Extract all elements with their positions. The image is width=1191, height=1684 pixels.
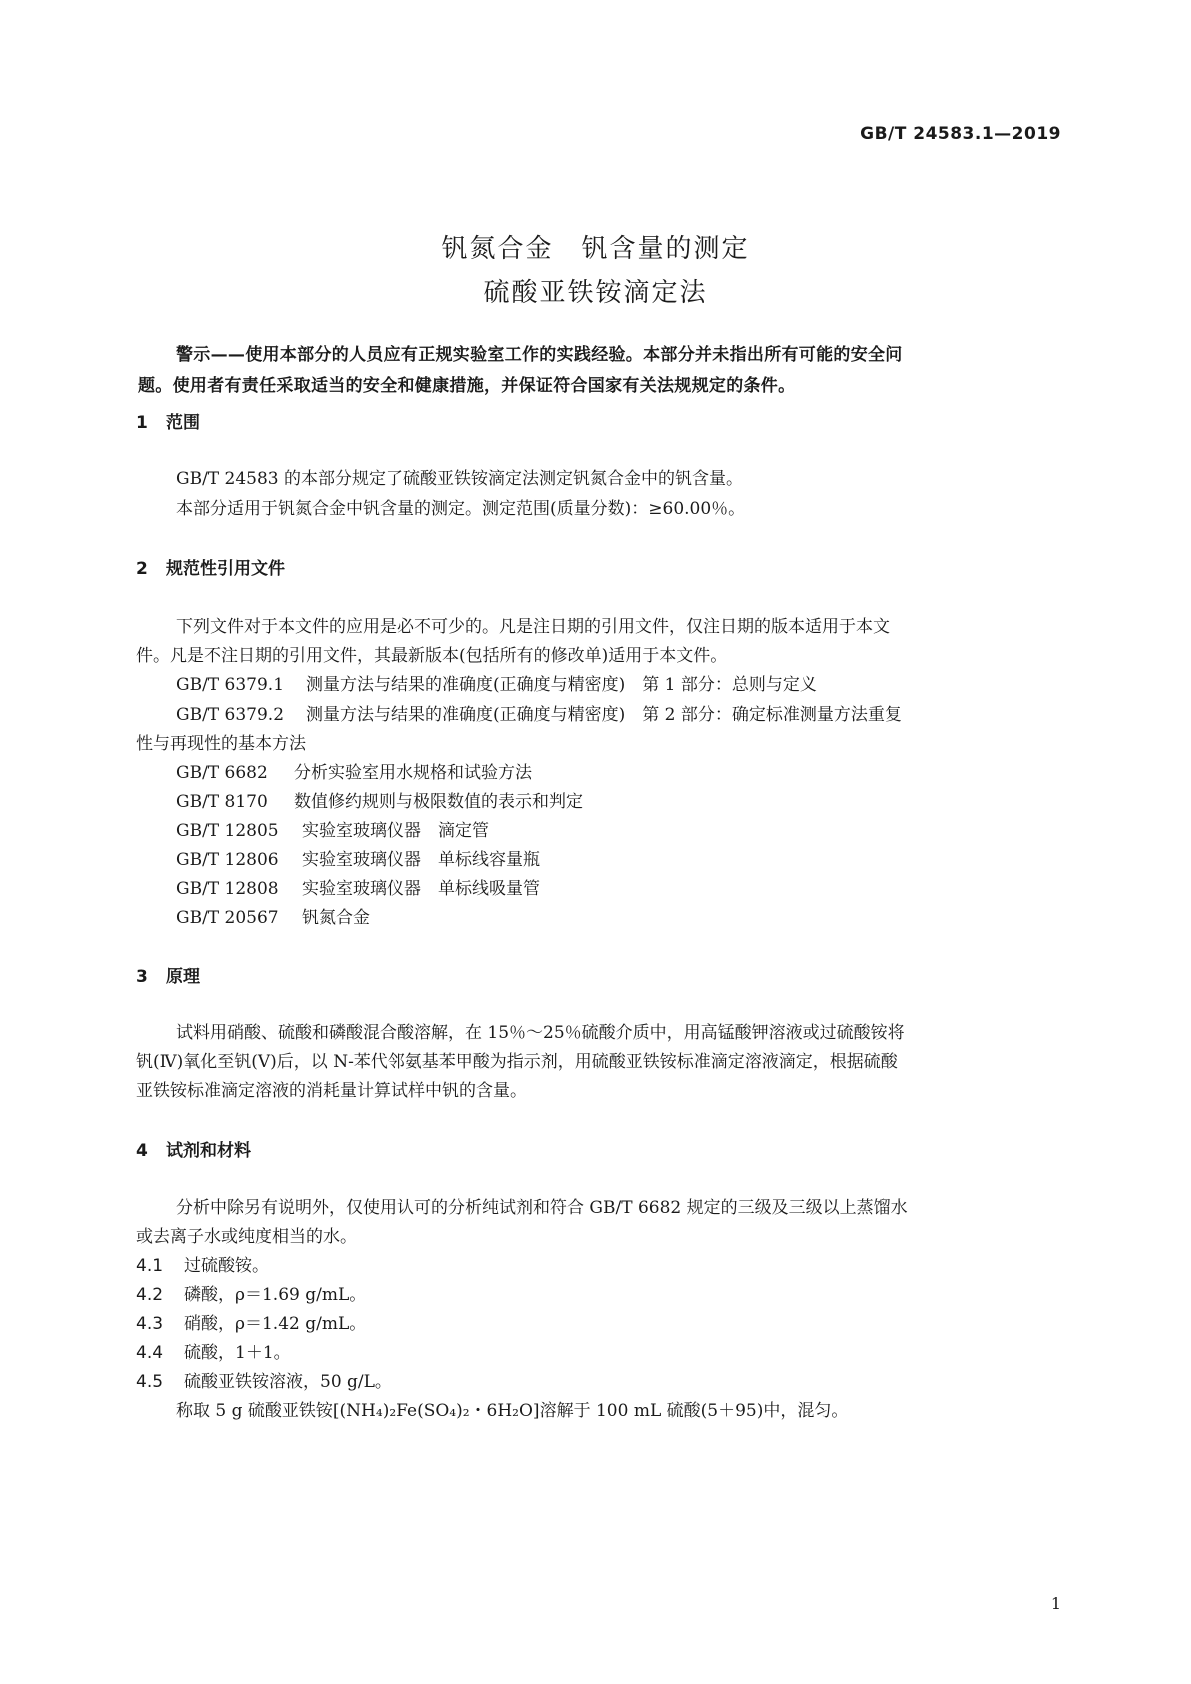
warning-line2: 题。使用者有责任采取适当的安全和健康措施，并保证符合国家有关法规规定的条件。 bbox=[138, 376, 796, 396]
reference-title: 实验室玻璃仪器 单标线吸量管 bbox=[302, 879, 540, 899]
section-2-intro-line1: 下列文件对于本文件的应用是必不可少的。凡是注日期的引用文件，仅注日期的版本适用于本文 bbox=[176, 617, 890, 637]
reagent-text: 磷酸，ρ＝1.69 g/mL。 bbox=[184, 1285, 367, 1305]
reference-code: GB/T 6682 bbox=[176, 763, 268, 783]
section-number: 4 bbox=[136, 1141, 148, 1161]
section-title: 试剂和材料 bbox=[166, 1141, 251, 1161]
section-number: 3 bbox=[136, 967, 148, 987]
reference-code: GB/T 6379.2 bbox=[176, 705, 285, 725]
section-3-line2: 钒(Ⅳ)氧化至钒(Ⅴ)后，以 N-苯代邻氨基苯甲酸为指示剂，用硫酸亚铁铵标准滴定溶液滴定，根据硫酸 bbox=[136, 1052, 898, 1072]
reference-item bbox=[176, 670, 817, 695]
reference-code: GB/T 6379.1 bbox=[176, 675, 285, 695]
reference-title: 实验室玻璃仪器 滴定管 bbox=[302, 821, 489, 841]
reagent-number: 4.1 bbox=[136, 1256, 164, 1276]
reference-code: GB/T 12808 bbox=[176, 879, 279, 899]
reagent-text: 过硫酸铵。 bbox=[184, 1256, 269, 1276]
safety-warning bbox=[138, 340, 1058, 402]
standard-number: GB/T 24583.1—2019 bbox=[860, 124, 1061, 144]
section-4-intro-line2: 或去离子水或纯度相当的水。 bbox=[136, 1227, 357, 1247]
section-4-heading bbox=[136, 1136, 251, 1161]
reference-item bbox=[176, 758, 532, 783]
section-title: 规范性引用文件 bbox=[166, 559, 285, 579]
section-3-line1: 试料用硝酸、硫酸和磷酸混合酸溶解，在 15％～25％硫酸介质中，用高锰酸钾溶液或过硫酸铵将 bbox=[176, 1023, 905, 1043]
reference-title: 实验室玻璃仪器 单标线容量瓶 bbox=[302, 850, 540, 870]
reagent-text: 硝酸，ρ＝1.42 g/mL。 bbox=[184, 1314, 367, 1334]
reference-item bbox=[176, 816, 489, 841]
section-3-heading bbox=[136, 962, 200, 987]
warning-line1: 警示——使用本部分的人员应有正规实验室工作的实践经验。本部分并未指出所有可能的安全问 bbox=[176, 345, 903, 365]
document-title-line1: 钒氮合金 钒含量的测定 bbox=[441, 234, 750, 264]
reagent-text: 硫酸亚铁铵溶液，50 g/L。 bbox=[184, 1372, 392, 1392]
reference-title: 分析实验室用水规格和试验方法 bbox=[294, 763, 532, 783]
reference-title: 数值修约规则与极限数值的表示和判定 bbox=[294, 792, 583, 812]
reference-code: GB/T 8170 bbox=[176, 792, 268, 812]
section-number: 1 bbox=[136, 413, 148, 433]
section-title: 原理 bbox=[166, 967, 200, 987]
reference-code: GB/T 20567 bbox=[176, 908, 279, 928]
reagent-detail: 称取 5 g 硫酸亚铁铵[(NH₄)₂Fe(SO₄)₂・6H₂O]溶解于 100 mL 硫酸(5＋95)中，混匀。 bbox=[176, 1401, 849, 1421]
reference-item bbox=[176, 700, 902, 725]
reference-title: 钒氮合金 bbox=[302, 908, 370, 928]
section-4-intro-line1: 分析中除另有说明外，仅使用认可的分析纯试剂和符合 GB/T 6682 规定的三级及三级以上蒸馏水 bbox=[176, 1198, 908, 1218]
section-1-para2: 本部分适用于钒氮合金中钒含量的测定。测定范围(质量分数)：≥60.00％。 bbox=[176, 499, 746, 519]
reagent-text: 硫酸，1＋1。 bbox=[184, 1343, 291, 1363]
reference-title: 测量方法与结果的准确度(正确度与精密度) 第 1 部分：总则与定义 bbox=[306, 675, 817, 695]
reference-continuation: 性与再现性的基本方法 bbox=[136, 734, 306, 754]
section-1-para1: GB/T 24583 的本部分规定了硫酸亚铁铵滴定法测定钒氮合金中的钒含量。 bbox=[176, 469, 744, 489]
section-1-heading bbox=[136, 408, 200, 433]
reference-title: 测量方法与结果的准确度(正确度与精密度) 第 2 部分：确定标准测量方法重复 bbox=[306, 705, 902, 725]
section-3-line3: 亚铁铵标准滴定溶液的消耗量计算试样中钒的含量。 bbox=[136, 1081, 527, 1101]
reference-item bbox=[176, 845, 540, 870]
reagent-item bbox=[136, 1251, 269, 1276]
reagent-number: 4.4 bbox=[136, 1343, 164, 1363]
reference-item bbox=[176, 903, 370, 928]
reagent-number: 4.3 bbox=[136, 1314, 164, 1334]
document-title-line2: 硫酸亚铁铵滴定法 bbox=[483, 278, 708, 308]
section-2-heading bbox=[136, 554, 285, 579]
section-title: 范围 bbox=[166, 413, 200, 433]
section-2-intro-line2: 件。凡是不注日期的引用文件，其最新版本(包括所有的修改单)适用于本文件。 bbox=[136, 646, 728, 666]
page-number: 1 bbox=[1050, 1594, 1061, 1613]
reagent-number: 4.2 bbox=[136, 1285, 164, 1305]
reagent-item bbox=[136, 1309, 366, 1334]
reference-code: GB/T 12806 bbox=[176, 850, 279, 870]
reagent-item bbox=[136, 1338, 291, 1363]
reference-item bbox=[176, 874, 540, 899]
reagent-number: 4.5 bbox=[136, 1372, 164, 1392]
reagent-item bbox=[136, 1367, 392, 1392]
section-number: 2 bbox=[136, 559, 148, 579]
reference-item bbox=[176, 787, 583, 812]
reference-code: GB/T 12805 bbox=[176, 821, 279, 841]
reagent-item bbox=[136, 1280, 366, 1305]
